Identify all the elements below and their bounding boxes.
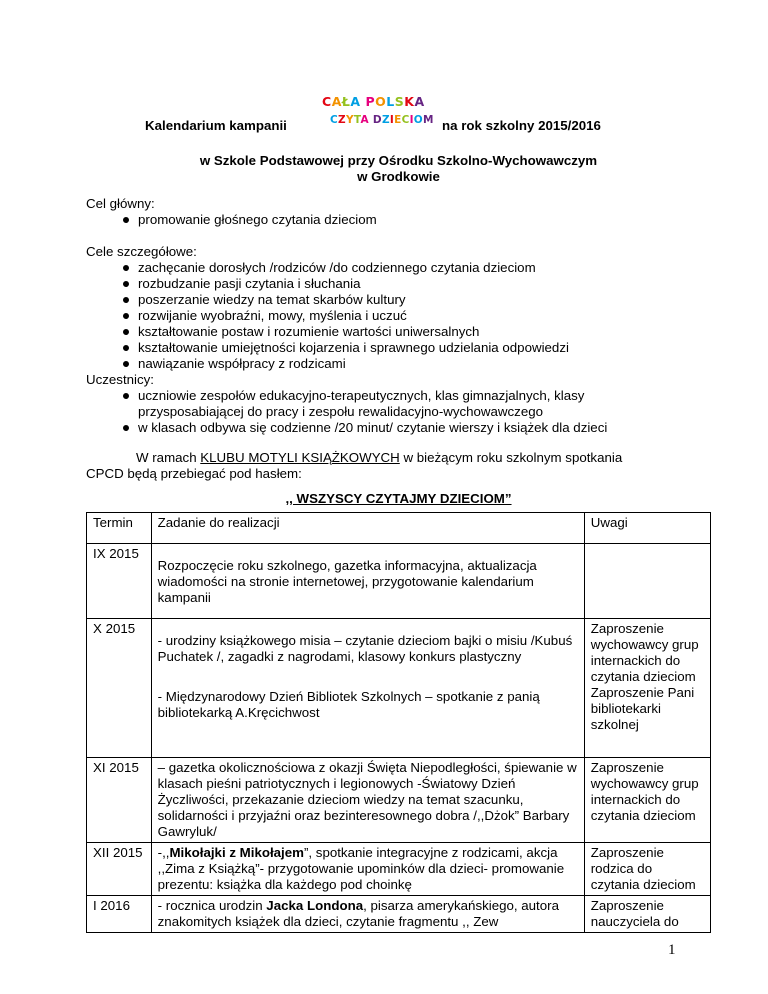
intro-after: w bieżącym roku szkolnym spotkania [399, 450, 623, 465]
page-number: 1 [668, 942, 676, 958]
row-term: XI 2015 [87, 758, 152, 843]
schedule-table [86, 512, 711, 933]
row-notes: Zaproszenie wychowawcy grup internackich do czytania dzieciom [584, 758, 710, 843]
main-goal-label: Cel główny: [86, 196, 155, 211]
table-row [87, 544, 711, 619]
row-term: XII 2015 [87, 843, 152, 896]
task-text: - urodziny książkowego misia – czytanie dzieciom bajki o misiu /Kubuś Puchatek /, zagadki z nagrodami, klasowy konkurs plastyczny [157, 633, 573, 664]
list-item: kształtowanie postaw i rozumienie wartości uniwersalnych [113, 324, 713, 340]
task-pre: -,, [157, 845, 170, 860]
task-post: ”, spotkanie integracyjne z rodzicami, akcja ,,Zima z Książką”- przygotowanie upominków dla dzieci- promowanie prezentu: książka dla każdego pod choinkę [157, 845, 565, 892]
specific-goals-label: Cele szczegółowe: [86, 244, 197, 259]
list-item: zachęcanie dorosłych /rodziców /do codziennego czytania dzieciom [113, 260, 713, 276]
task-bold: Jacka Londona [266, 898, 364, 913]
specific-goals-list [113, 260, 713, 372]
svg-text:CZYTA DZIECIOM: CZYTA DZIECIOM [330, 114, 434, 126]
list-item: kształtowanie umiejętności kojarzenia i sprawnego udzielania odpowiedzi [113, 340, 713, 356]
row-task [151, 896, 584, 933]
campaign-logo [318, 92, 438, 132]
row-term: I 2016 [87, 896, 152, 933]
table-header-row [87, 513, 711, 544]
list-item: w klasach odbywa się codzienne /20 minut/ czytanie wierszy i książek dla dzieci [113, 420, 733, 436]
participants-list-2 [113, 420, 733, 436]
motto: ,, WSZYSCY CZYTAJMY DZIECIOM” [285, 491, 512, 506]
table-row [87, 758, 711, 843]
task-text: Rozpoczęcie roku szkolnego, gazetka informacyjna, aktualizacja wiadomości na stronie internetowej, przygotowanie kalendarium kampanii [157, 558, 537, 605]
list-item: poszerzanie wiedzy na temat skarbów kultury [113, 292, 713, 308]
row-task [151, 619, 584, 758]
table-row [87, 619, 711, 758]
intro-line-2: CPCD będą przebiegać pod hasłem: [86, 466, 302, 481]
intro-line [136, 450, 622, 466]
list-item: rozwijanie wyobraźni, mowy, myślenia i uczuć [113, 308, 713, 324]
main-goal-list [113, 212, 377, 228]
header-right: na rok szkolny 2015/2016 [442, 118, 601, 133]
intro-before: W ramach [136, 450, 201, 465]
school-name: w Szkole Podstawowej przy Ośrodku Szkolno-Wychowawczym [199, 153, 598, 168]
row-term: X 2015 [87, 619, 152, 758]
table-row [87, 896, 711, 933]
table-row [87, 843, 711, 896]
row-task [151, 544, 584, 619]
logo-icon [318, 92, 438, 132]
task-pre: - rocznica urodzin [157, 898, 267, 913]
row-task: – gazetka okolicznościowa z okazji Święta Niepodległości, śpiewanie w klasach pieśni patriotycznych i legionowych -Światowy Dzień Życzliwości, przekazanie dzieciom wiedzy na temat szacunku, solidarności i przyjaźni oraz bezinteresownego dobra /,,Dżok” Barbary Gawryluk/ [151, 758, 584, 843]
list-item: nawiązanie współpracy z rodzicami [113, 356, 713, 372]
row-notes: Zaproszenie rodzica do czytania dzieciom [584, 843, 710, 896]
club-name: KLUBU MOTYLI KSIĄŻKOWYCH [200, 450, 400, 465]
header-task: Zadanie do realizacji [151, 513, 584, 544]
row-notes: Zaproszenie nauczyciela do [584, 896, 710, 933]
row-notes: Zaproszenie wychowawcy grup internackich do czytania dzieciom Zaproszenie Pani bibliotekarki szkolnej [584, 619, 710, 758]
list-item: uczniowie zespołów edukacyjno-terapeutycznych, klas gimnazjalnych, klasy przysposabiającej do pracy i zespołu rewalidacyjno-wychowawczego [113, 388, 633, 420]
task-bold: Mikołajki z Mikołajem [169, 845, 304, 860]
header-notes: Uwagi [584, 513, 710, 544]
header-term: Termin [87, 513, 152, 544]
svg-text:CAŁA POLSKA: CAŁA POLSKA [322, 94, 425, 109]
row-term: IX 2015 [87, 544, 152, 619]
row-notes [584, 544, 710, 619]
task-text-2: - Międzynarodowy Dzień Bibliotek Szkolnych – spotkanie z panią bibliotekarką A.Kręcichwost [157, 689, 540, 720]
participants-list [113, 388, 633, 420]
school-town: w Grodkowie [357, 169, 440, 184]
header-left: Kalendarium kampanii [145, 118, 287, 133]
list-item: rozbudzanie pasji czytania i słuchania [113, 276, 713, 292]
list-item: promowanie głośnego czytania dzieciom [113, 212, 377, 228]
row-task [151, 843, 584, 896]
participants-label: Uczestnicy: [86, 372, 154, 387]
task-post: , pisarza amerykańskiego, autora znakomitych książek dla dzieci, czytanie fragmentu ,, Zew [157, 898, 559, 929]
